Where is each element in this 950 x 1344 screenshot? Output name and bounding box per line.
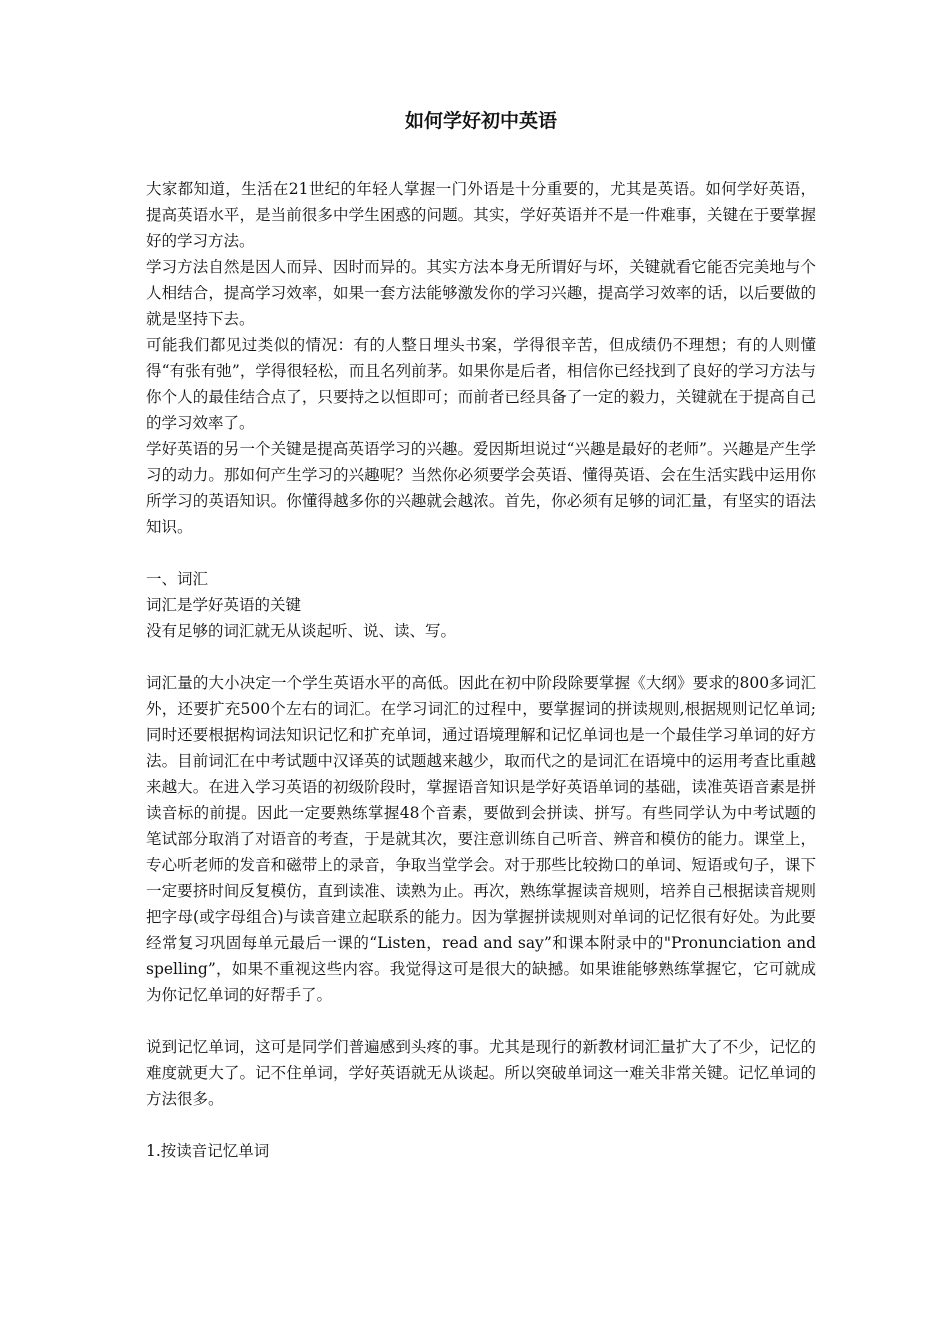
spacer: [146, 540, 816, 566]
document-body: [146, 106, 816, 1164]
intro-paragraph-4: 学好英语的另一个关键是提高英语学习的兴趣。爱因斯坦说过“兴趣是最好的老师”。兴趣是产生学习的动力。那如何产生学习的兴趣呢？当然你必须要学会英语、懂得英语、会在生活实践中运用你所学习的英语知识。你懂得越多你的兴趣就会越浓。首先，你必须有足够的词汇量，有坚实的语法知识。: [146, 440, 816, 536]
section-heading: 一、词汇: [146, 570, 209, 588]
memory-paragraph: 说到记忆单词，这可是同学们普遍感到头疼的事。尤其是现行的新教材词汇量扩大了不少，记忆的难度就更大了。记不住单词，学好英语就无从谈起。所以突破单词这一难关非常关键。记忆单词的方法很多。: [146, 1038, 816, 1108]
spacer: [146, 644, 816, 670]
method-heading-1: 1.按读音记忆单词: [146, 1142, 270, 1160]
vocabulary-paragraph: 词汇量的大小决定一个学生英语水平的高低。因此在初中阶段除要掌握《大纲》要求的800多词汇外，还要扩充500个左右的词汇。在学习词汇的过程中，要掌握词的拼读规则,根据规则记忆单词;同时还要根据构词法知识记忆和扩充单词，通过语境理解和记忆单词也是一个最佳学习单词的好方法。目前词汇在中考试题中汉译英的试题越来越少，取而代之的是词汇在语境中的运用考查比重越来越大。在进入学习英语的初级阶段时，掌握语音知识是学好英语单词的基础，读准英语音素是拼读音标的前提。因此一定要熟练掌握48个音素，要做到会拼读、拼写。有些同学认为中考试题的笔试部分取消了对语音的考查，于是就其次，要注意训练自己听音、辨音和模仿的能力。课堂上，专心听老师的发音和磁带上的录音，争取当堂学会。对于那些比较拗口的单词、短语或句子，课下一定要挤时间反复模仿，直到读准、读熟为止。再次，熟练掌握读音规则，培养自己根据读音规则把字母(或字母组合)与读音建立起联系的能力。因为掌握拼读规则对单词的记忆很有好处。为此要经常复习巩固每单元最后一课的“Listen，read and say”和课本附录中的"Pronunciation and spelling”，如果不重视这些内容。我觉得这可是很大的缺撼。如果谁能够熟练掌握它，它可就成为你记忆单词的好帮手了。: [146, 674, 816, 1004]
spacer: [146, 1008, 816, 1034]
section-subheading-2: 没有足够的词汇就无从谈起听、说、读、写。: [146, 622, 457, 640]
document-title: 如何学好初中英语: [404, 110, 557, 132]
section-subheading-1: 词汇是学好英语的关键: [146, 596, 302, 614]
intro-paragraph-3: 可能我们都见过类似的情况：有的人整日埋头书案，学得很辛苦，但成绩仍不理想；有的人则懂得“有张有弛”，学得很轻松，而且名列前茅。如果你是后者，相信你已经找到了良好的学习方法与你个人的最佳结合点了，只要持之以恒即可；而前者已经具备了一定的毅力，关键就在于提高自己的学习效率了。: [146, 336, 816, 432]
intro-paragraph-1: 大家都知道，生活在21世纪的年轻人掌握一门外语是十分重要的，尤其是英语。如何学好英语，提高英语水平，是当前很多中学生困惑的问题。其实，学好英语并不是一件难事，关键在于要掌握好的学习方法。: [146, 180, 816, 250]
intro-paragraph-2: 学习方法自然是因人而异、因时而异的。其实方法本身无所谓好与坏，关键就看它能否完美地与个人相结合，提高学习效率，如果一套方法能够激发你的学习兴趣，提高学习效率的话，以后要做的就是坚持下去。: [146, 258, 816, 328]
spacer: [146, 1112, 816, 1138]
